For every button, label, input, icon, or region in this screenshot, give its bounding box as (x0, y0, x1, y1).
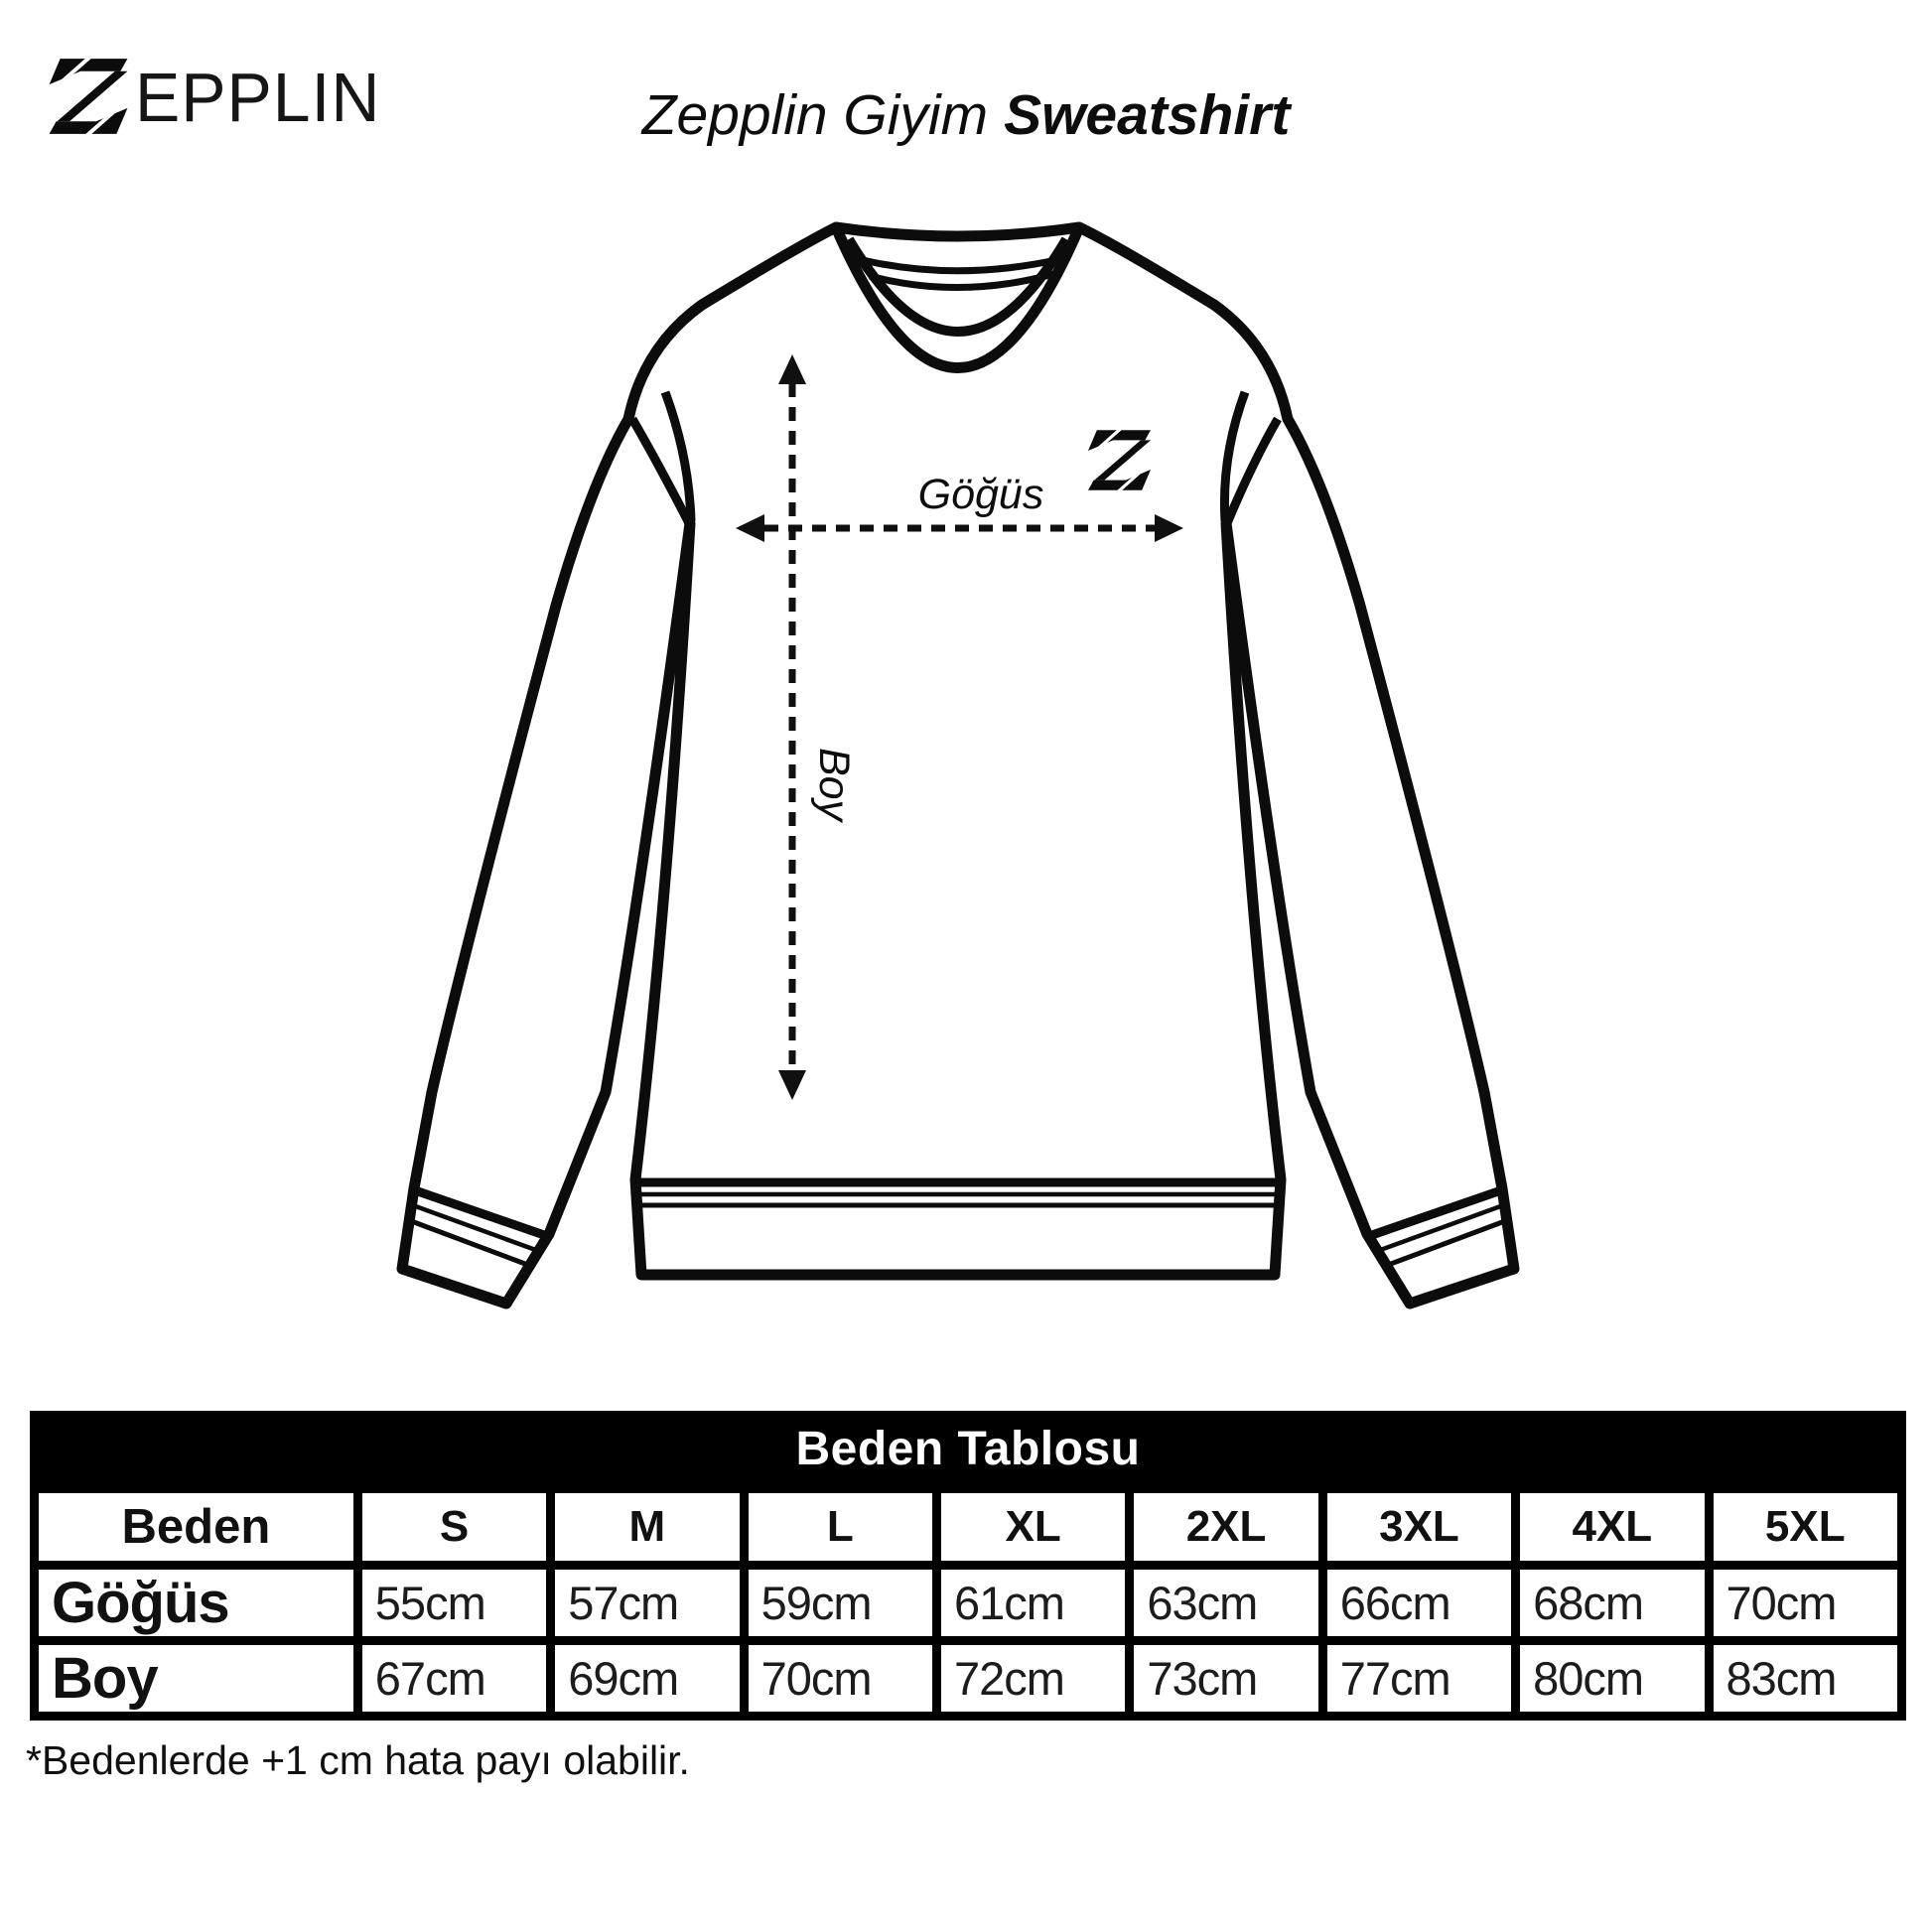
size-header-row (39, 1493, 1897, 1561)
chest-value: 66cm (1327, 1570, 1511, 1636)
page-title-bold: Sweatshirt (1004, 83, 1291, 147)
length-value: 83cm (1714, 1645, 1897, 1712)
length-value: 72cm (941, 1645, 1125, 1712)
chest-value: 55cm (362, 1570, 546, 1636)
size-col-4xl: 4XL (1520, 1493, 1704, 1561)
length-value: 73cm (1134, 1645, 1317, 1712)
size-col-l: L (749, 1493, 932, 1561)
size-header-label: Beden (39, 1493, 353, 1561)
size-col-5xl: 5XL (1714, 1493, 1897, 1561)
chest-label: Göğüs (917, 471, 1044, 518)
footnote: *Bedenlerde +1 cm hata payı olabilir. (26, 1737, 690, 1783)
chest-value: 70cm (1714, 1570, 1897, 1636)
chest-value: 68cm (1520, 1570, 1704, 1636)
length-value: 80cm (1520, 1645, 1704, 1712)
row-label-chest: Göğüs (39, 1570, 353, 1636)
table-row-length (39, 1645, 1897, 1712)
row-label-length: Boy (39, 1645, 353, 1712)
length-label: Boy (810, 747, 858, 822)
page-title-normal: Zepplin Giyim (641, 83, 989, 147)
chest-value: 61cm (941, 1570, 1125, 1636)
sweatshirt-outline (402, 227, 1514, 1304)
chest-value: 63cm (1134, 1570, 1317, 1636)
length-value: 69cm (555, 1645, 739, 1712)
length-value: 67cm (362, 1645, 546, 1712)
size-col-m: M (555, 1493, 739, 1561)
length-value: 70cm (749, 1645, 932, 1712)
chest-value: 57cm (555, 1570, 739, 1636)
size-col-xl: XL (941, 1493, 1125, 1561)
size-table-title: Beden Tablosu (795, 1423, 1141, 1475)
page-title (0, 83, 1932, 147)
size-col-3xl: 3XL (1327, 1493, 1511, 1561)
chest-value: 59cm (749, 1570, 932, 1636)
length-value: 77cm (1327, 1645, 1511, 1712)
size-table (30, 1411, 1906, 1721)
size-col-2xl: 2XL (1134, 1493, 1317, 1561)
sweatshirt-diagram (377, 194, 1544, 1335)
table-row-chest (39, 1570, 1897, 1636)
size-col-s: S (362, 1493, 546, 1561)
size-grid (30, 1484, 1906, 1721)
brand-wordmark: EPPLIN (135, 59, 381, 136)
